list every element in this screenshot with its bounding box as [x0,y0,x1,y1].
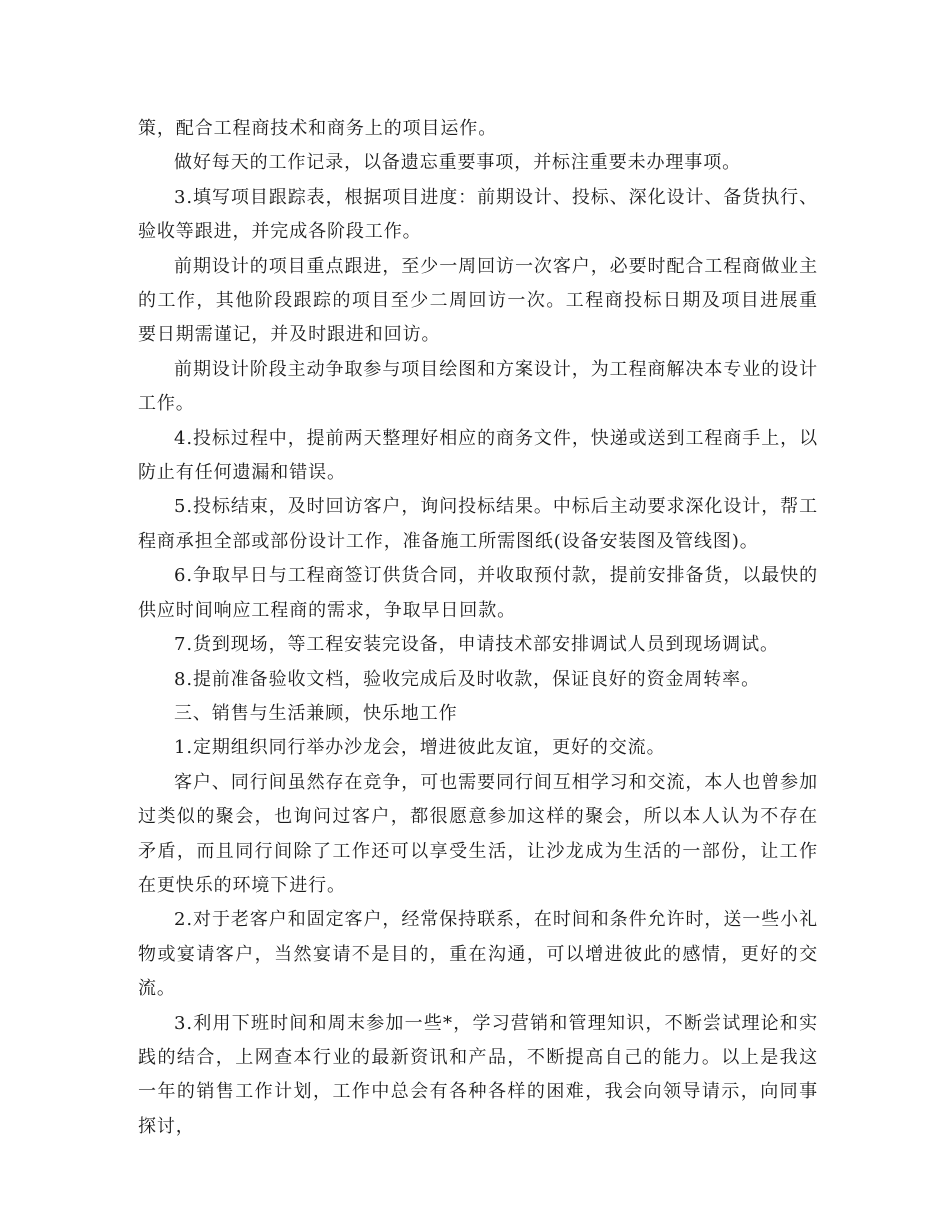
section-heading: 三、销售与生活兼顾，快乐地工作 [174,702,458,724]
paragraph: 3.填写项目跟踪表，根据项目进度：前期设计、投标、深化设计、备货执行、验收等跟进，并完成各阶段工作。 [138,186,818,243]
document-body [138,112,818,1144]
paragraph: 客户、同行间虽然存在竞争，可也需要同行间互相学习和交流，本人也曾参加过类似的聚会，也询问过客户，都很愿意参加这样的聚会，所以本人认为不存在矛盾，而且同行间除了工作还可以享受生活，让沙龙成为生活的一部份，让工作在更快乐的环境下进行。 [138,771,818,896]
paragraph: 3.利用下班时间和周末参加一些*，学习营销和管理知识，不断尝试理论和实践的结合，上网查本行业的最新资讯和产品，不断提高自己的能力。以上是我这一年的销售工作计划，工作中总会有各种各样的困难，我会向领导请示，向同事探讨， [138,1012,818,1137]
paragraph: 1.定期组织同行举办沙龙会，增进彼此友谊，更好的交流。 [174,737,666,759]
paragraph: 做好每天的工作记录，以备遗忘重要事项，并标注重要未办理事项。 [174,152,741,174]
paragraph: 8.提前准备验收文档，验收完成后及时收款，保证良好的资金周转率。 [174,668,760,690]
paragraph: 2.对于老客户和固定客户，经常保持联系，在时间和条件允许时，送一些小礼物或宴请客户，当然宴请不是目的，重在沟通，可以增进彼此的感情，更好的交流。 [138,909,818,1000]
paragraph: 策，配合工程商技术和商务上的项目运作。 [138,118,498,139]
paragraph: 4.投标过程中，提前两天整理好相应的商务文件，快递或送到工程商手上，以防止有任何遗漏和错误。 [138,427,818,484]
paragraph: 6.争取早日与工程商签订供货合同，并收取预付款，提前安排备货，以最快的供应时间响应工程商的需求，争取早日回款。 [138,565,818,621]
paragraph: 前期设计的项目重点跟进，至少一周回访一次客户，必要时配合工程商做业主的工作，其他阶段跟踪的项目至少二周回访一次。工程商投标日期及项目进展重要日期需谨记，并及时跟进和回访。 [138,255,818,346]
paragraph: 5.投标结束，及时回访客户，询问投标结果。中标后主动要求深化设计，帮工程商承担全部或部份设计工作，准备施工所需图纸(设备安装图及管线图)。 [138,496,818,552]
paragraph: 前期设计阶段主动争取参与项目绘图和方案设计，为工程商解决本专业的设计工作。 [138,358,818,415]
paragraph: 7.货到现场，等工程安装完设备，申请技术部安排调试人员到现场调试。 [174,634,779,656]
